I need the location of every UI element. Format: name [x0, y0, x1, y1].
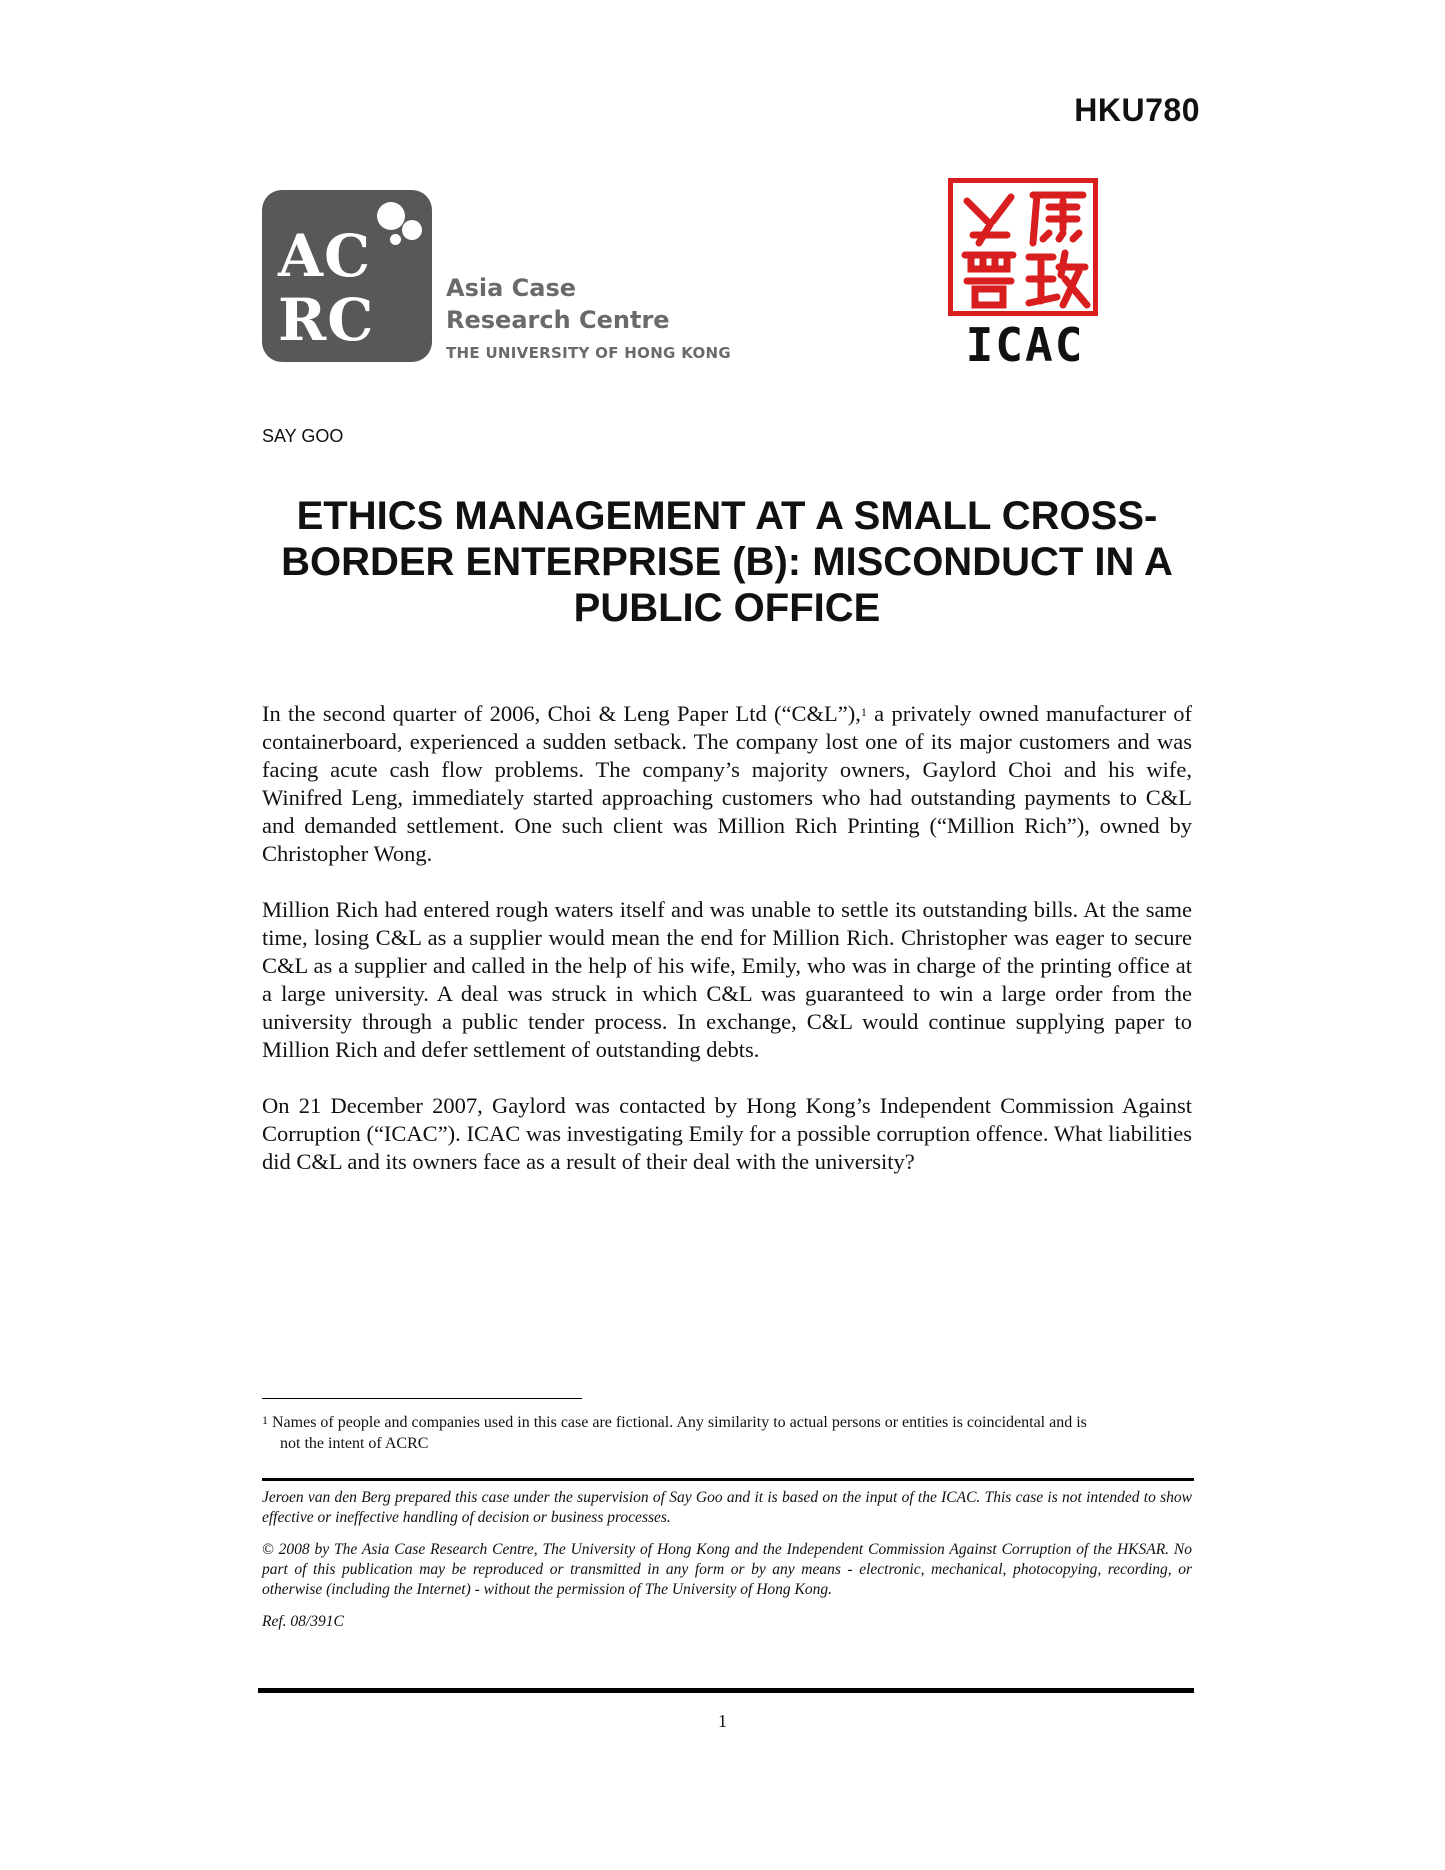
author: SAY GOO [262, 426, 344, 446]
icac-logo [945, 178, 1105, 378]
acrc-logo-text: Asia Case Research Centre THE UNIVERSITY OF HONG KONG [446, 274, 731, 362]
icac-seal [948, 178, 1098, 316]
reference-number: Ref. 08/391C [262, 1613, 344, 1630]
acrc-logo [262, 190, 752, 370]
footnote-divider [262, 1398, 582, 1399]
acrc-logo-letters: AC RC [278, 222, 375, 354]
paragraph-2: Million Rich had entered rough waters itself and was unable to settle its outstanding bills. At the same time, losing C&L as a supplier would mean the end for Million Rich. Christopher was eager to secure C&L as a supplier and called in the help of his wife, Emily, who was in charge of the printing office at a large university. A deal was struck in which C&L was guaranteed to win a large order from the university through a public tender process. In exchange, C&L would continue supplying paper to Million Rich and defer settlement of outstanding debts. [262, 897, 1192, 1062]
case-code: HKU780 [1074, 92, 1200, 128]
paragraph-3: On 21 December 2007, Gaylord was contacted by Hong Kong’s Independent Commission Against Corruption (“ICAC”). ICAC was investigating Emily for a possible corruption offence. What liabilities did C&L and its owners face as a result of their deal with the university? [262, 1093, 1192, 1174]
credits [262, 1488, 1192, 1644]
acrc-logo-box [262, 190, 432, 362]
preparation-note: Jeroen van den Berg prepared this case under the supervision of Say Goo and it is based on the input of the ICAC. This case is not intended to show effective or ineffective handling of decision or business processes. [262, 1489, 1192, 1526]
credits-bottom-rule [258, 1688, 1194, 1693]
acrc-dot-small [390, 234, 401, 245]
page-number: 1 [718, 1711, 727, 1731]
document-title: ETHICS MANAGEMENT AT A SMALL CROSS-BORDER ENTERPRISE (B): MISCONDUCT IN A PUBLIC OFFICE [281, 494, 1173, 630]
document-body [262, 700, 1192, 1204]
acrc-dot-medium [402, 220, 422, 240]
icac-wordmark: ICAC [965, 318, 1085, 372]
acrc-dot-large [377, 202, 405, 230]
footnote: $^1$ Names of people and companies used in this case are fictional. Any similarity to actual persons or entities is coincidental and is not the intent of ACRC [262, 1413, 1087, 1452]
footnote-reference[interactable]: 1 [860, 705, 867, 719]
credits-top-rule [262, 1478, 1194, 1481]
icac-seal-glyphs [953, 183, 1093, 311]
copyright-notice: © 2008 by The Asia Case Research Centre, The University of Hong Kong and the Independent Commission Against Corruption of the HKSAR. No part of this publication may be reproduced or transmitted in any form or by any means - electronic, mechanical, photocopying, recording, or otherwise (including the Internet) - without the permission of The University of Hong Kong. [262, 1541, 1192, 1598]
footnote-number: 1 [262, 1413, 268, 1427]
paragraph-1: In the second quarter of 2006, Choi & Leng Paper Ltd (“C&L”),$^1$ a privately owned manufacturer of containerboard, experienced a sudden setback. The company lost one of its major customers and was facing acute cash flow problems. The company’s majority owners, Gaylord Choi and his wife, Winifred Leng, immediately started approaching customers who had outstanding payments to C&L and demanded settlement. One such client was Million Rich Printing (“Million Rich”), owned by Christopher Wong. [262, 701, 1192, 866]
